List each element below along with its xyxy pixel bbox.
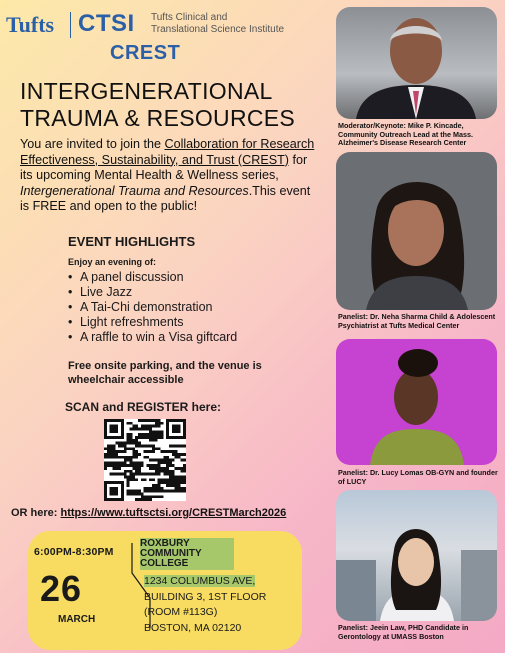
ctsi-subtitle-line2: Translational Science Institute: [151, 24, 285, 35]
or-here-label: OR here:: [11, 507, 61, 519]
ctsi-subtitle: [151, 12, 284, 36]
series-name: Intergenerational Trauma and Resources: [20, 183, 249, 198]
list-item: • Live Jazz: [68, 285, 237, 300]
ctsi-subtitle-line1: Tufts Clinical and: [151, 12, 228, 23]
highlights-list: [68, 270, 237, 345]
panelist-photo-kincade: [336, 7, 497, 119]
scan-register-label: SCAN and REGISTER here:: [65, 400, 222, 414]
flyer-title: [20, 78, 330, 132]
address-line4: BOSTON, MA 02120: [144, 621, 242, 634]
venue-line1: ROXBURY: [140, 538, 190, 549]
list-item: • A panel discussion: [68, 270, 237, 285]
or-here-line: [11, 507, 286, 519]
portrait-image: [336, 339, 497, 465]
panelist-caption-kincade: Moderator/Keynote: Mike P. Kincade, Community Outreach Lead at the Mass. Alzheimer's Disease Research Center: [338, 121, 473, 148]
address-line3: (ROOM #113G): [144, 606, 218, 618]
tufts-logo: Tufts: [6, 12, 55, 37]
event-day: 26: [40, 568, 83, 609]
panelist-photo-law: [336, 490, 497, 621]
panelist-caption-law: Panelist: Jeein Law, PHD Candidate in Gerontology at UMASS Boston: [338, 623, 469, 641]
highlights-heading: EVENT HIGHLIGHTS: [68, 234, 196, 249]
panelist-caption-sharma: Panelist: Dr. Neha Sharma Child & Adolescent Psychiatrist at Tufts Medical Center: [338, 312, 496, 330]
qr-code-icon[interactable]: [104, 419, 186, 501]
portrait-image: [336, 7, 497, 119]
ctsi-logo: CTSI: [78, 10, 135, 37]
list-item: • Light refreshments: [68, 315, 237, 330]
venue-line3: COLLEGE: [140, 558, 189, 569]
list-item: • A raffle to win a Visa giftcard: [68, 330, 237, 345]
crest-link[interactable]: Collaboration for Research Effectiveness, Sustainability, and Trust (CREST): [20, 137, 315, 167]
list-item: • A Tai-Chi demonstration: [68, 300, 237, 315]
panelist-photo-lomas: [336, 339, 497, 465]
portrait-image: [336, 152, 497, 310]
intro-part2: for its upcoming Mental Health & Wellness series,: [20, 152, 308, 182]
crest-logo: CREST: [110, 42, 181, 64]
venue-name: [140, 538, 234, 570]
intro-paragraph: [20, 137, 320, 215]
intro-part1: You are invited to join the: [20, 137, 165, 151]
title-line1: INTERGENERATIONAL: [20, 78, 273, 104]
event-time: 6:00PM-8:30PM: [34, 546, 114, 558]
portrait-image: [336, 490, 497, 621]
event-month: MARCH: [58, 614, 96, 625]
panelist-caption-lomas: Panelist: Dr. Lucy Lomas OB-GYN and founder of LUCY: [338, 468, 498, 486]
panelist-photo-sharma: [336, 152, 497, 310]
intro-part3: .This event is FREE and open to the public!: [20, 183, 311, 213]
venue-line2: COMMUNITY: [140, 548, 202, 559]
address-line1: 1234 COLUMBUS AVE,: [144, 575, 256, 587]
logo-divider: [70, 12, 71, 38]
address-line2: BUILDING 3, 1ST FLOOR: [144, 590, 267, 603]
highlights-subtitle: Enjoy an evening of:: [68, 257, 157, 267]
title-line2: TRAUMA & RESOURCES: [20, 105, 296, 131]
registration-link[interactable]: https://www.tuftsctsi.org/CRESTMarch2026: [60, 507, 287, 519]
venue-address: [144, 574, 266, 636]
parking-note: Free onsite parking, and the venue is wheelchair accessible: [68, 360, 262, 386]
